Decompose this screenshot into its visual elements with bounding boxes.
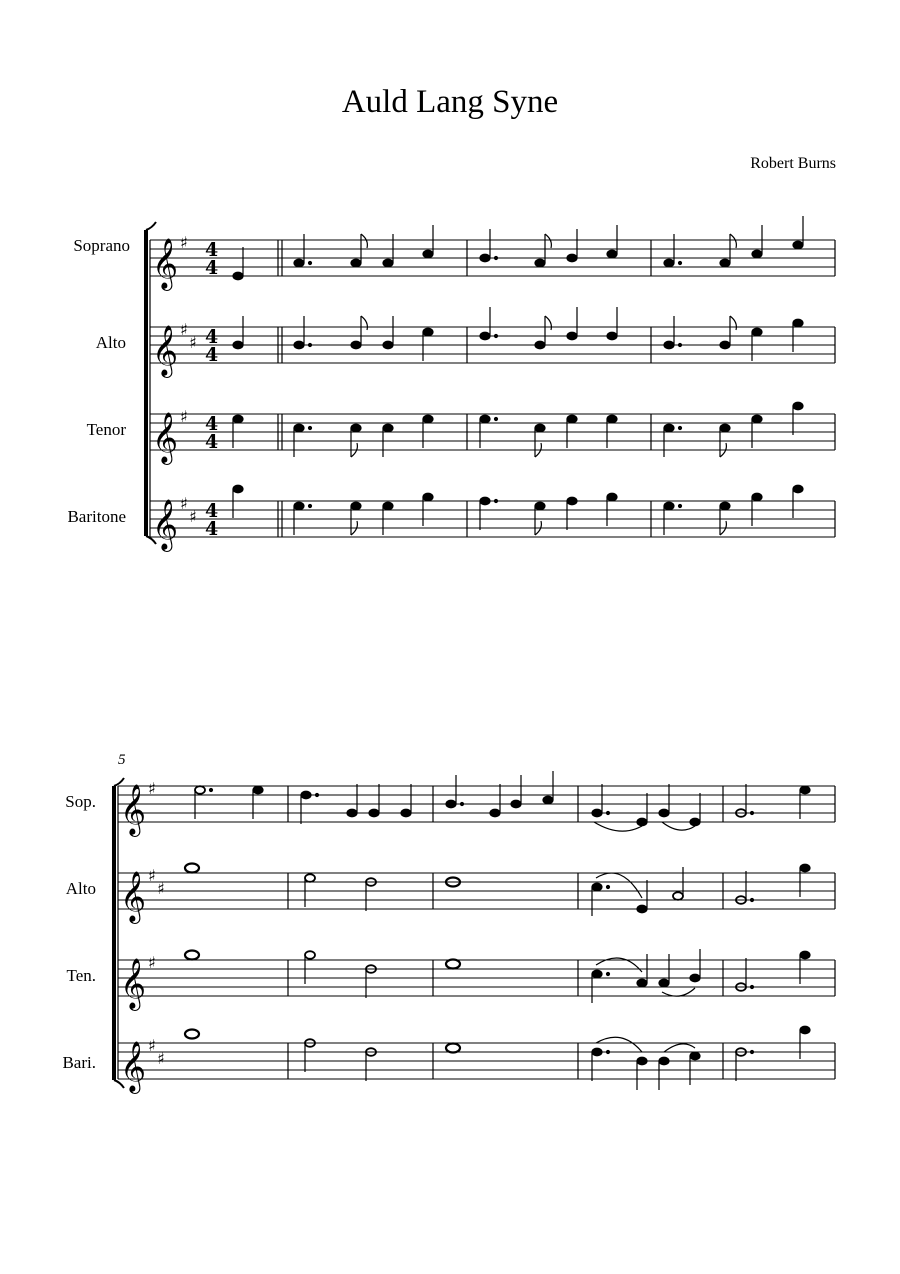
sharp-icon: ♯: [148, 1036, 156, 1055]
svg-text:4: 4: [205, 431, 219, 453]
svg-text:4: 4: [205, 344, 219, 366]
svg-text:4: 4: [205, 518, 219, 540]
treble-clef-icon: 𝄞: [120, 958, 147, 1009]
svg-text:4: 4: [205, 413, 219, 435]
sharp-icon: ♯: [180, 407, 188, 426]
instrument-label-sop: Sop.: [65, 792, 96, 811]
staff-sop-2: [118, 786, 835, 822]
staff-bari-2: [118, 1043, 835, 1079]
treble-clef-icon: 𝄞: [152, 499, 179, 550]
system-2: [114, 778, 835, 1088]
staff-ten-2: [118, 960, 835, 996]
svg-text:4: 4: [205, 257, 219, 279]
treble-clef-icon: 𝄞: [152, 238, 179, 289]
treble-clef-icon: 𝄞: [152, 325, 179, 376]
instrument-label-baritone: Baritone: [67, 507, 126, 526]
notes-system-2: [185, 771, 810, 1090]
sharp-icon: ♯: [180, 494, 188, 513]
composer: Robert Burns: [750, 155, 836, 172]
sharp-icon: ♯: [180, 233, 188, 252]
score-title: Auld Lang Syne: [341, 84, 559, 120]
instrument-label-soprano: Soprano: [73, 236, 130, 255]
instrument-label-tenor: Tenor: [86, 420, 126, 439]
staff-baritone: [150, 501, 835, 537]
sharp-icon: ♯: [189, 333, 197, 352]
treble-clef-icon: 𝄞: [152, 412, 179, 463]
staff-alto: [150, 327, 835, 363]
sharp-icon: ♯: [189, 507, 197, 526]
notes-system-1: [233, 216, 803, 535]
treble-clef-icon: 𝄞: [120, 871, 147, 922]
instrument-label-alto-short: Alto: [65, 879, 96, 898]
instrument-label-alto: Alto: [95, 333, 126, 352]
sharp-icon: ♯: [157, 1049, 165, 1068]
staff-alto-2: [118, 873, 835, 909]
instrument-label-ten: Ten.: [66, 966, 96, 985]
sharp-icon: ♯: [148, 779, 156, 798]
sharp-icon: ♯: [180, 320, 188, 339]
barlines-system-1: [150, 240, 835, 537]
sharp-icon: ♯: [157, 879, 165, 898]
treble-clef-icon: 𝄞: [120, 784, 147, 835]
staff-soprano: [150, 240, 835, 276]
barlines-system-2: [118, 786, 835, 1079]
svg-text:4: 4: [205, 239, 219, 261]
svg-text:4: 4: [205, 500, 219, 522]
sharp-icon: ♯: [148, 866, 156, 885]
staff-tenor: [150, 414, 835, 450]
measure-number: 5: [118, 752, 126, 768]
svg-text:4: 4: [205, 326, 219, 348]
instrument-label-bari: Bari.: [62, 1053, 96, 1072]
treble-clef-icon: 𝄞: [120, 1041, 147, 1092]
sharp-icon: ♯: [148, 953, 156, 972]
system-1: [146, 222, 835, 544]
